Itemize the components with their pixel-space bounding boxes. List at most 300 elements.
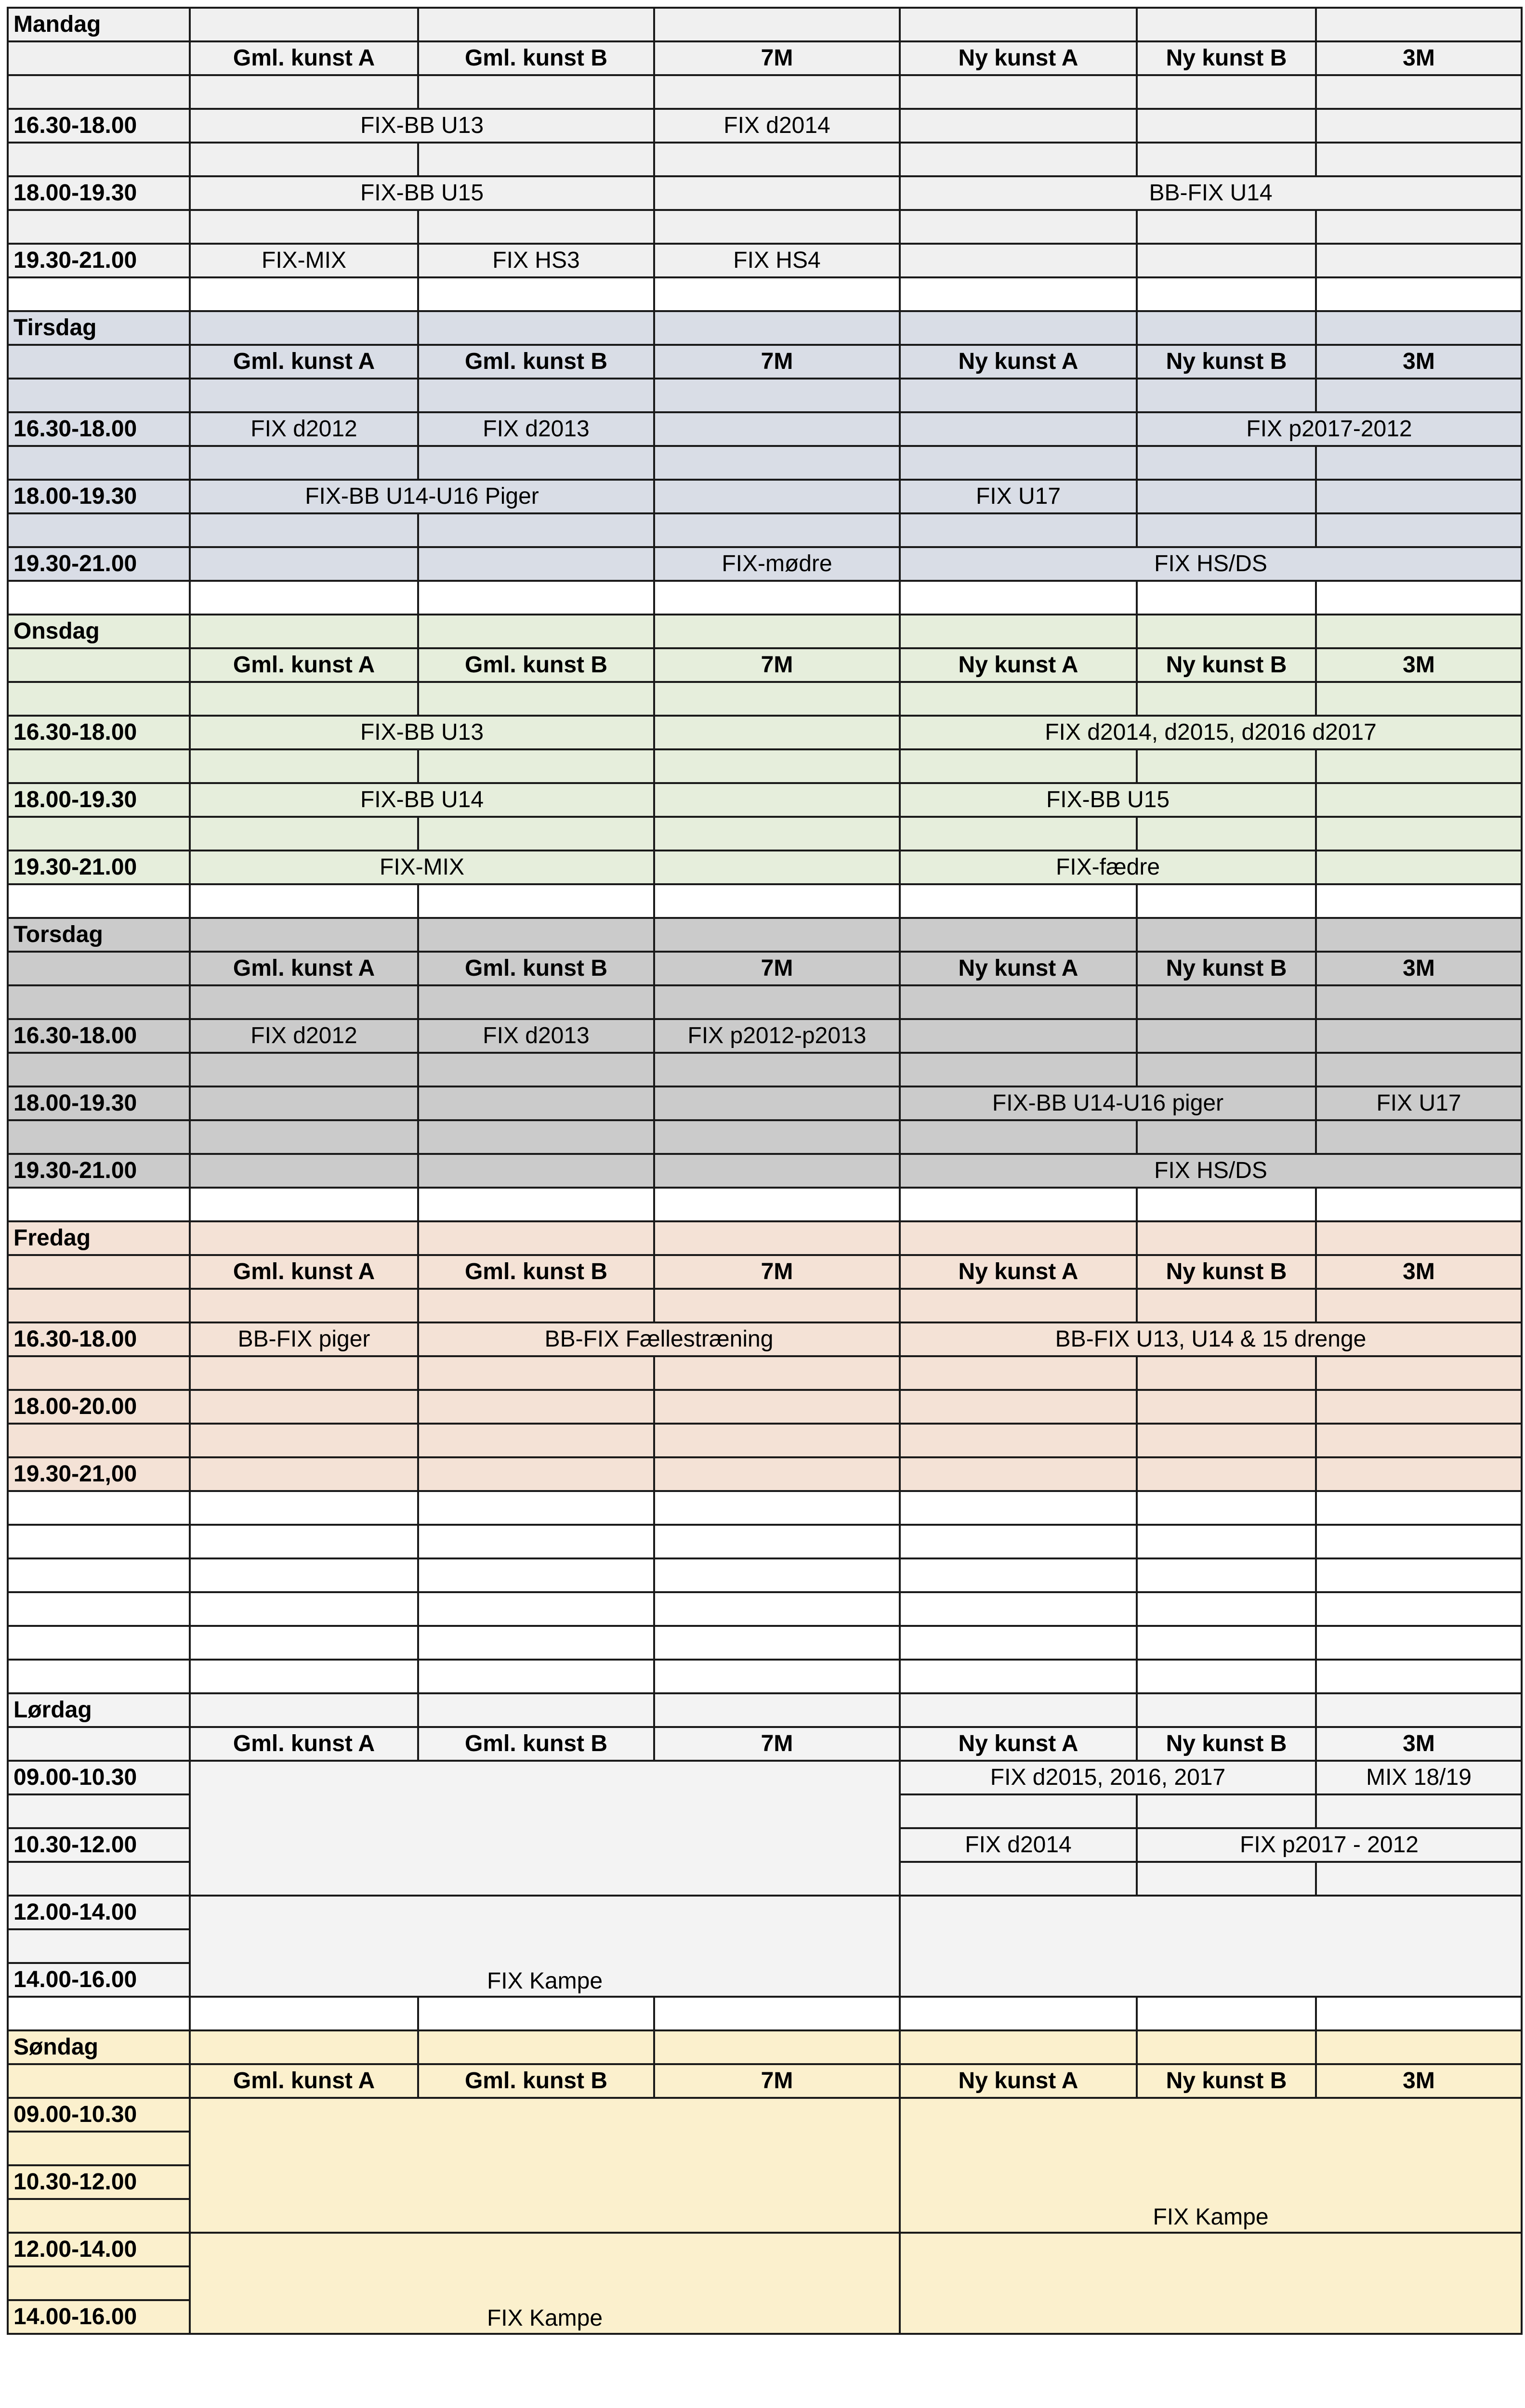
schedule-cell[interactable]: [190, 1188, 418, 1221]
schedule-cell[interactable]: [1316, 817, 1522, 851]
row-label-cell[interactable]: [8, 2266, 190, 2300]
schedule-cell[interactable]: [1137, 985, 1316, 1019]
schedule-cell[interactable]: [418, 311, 654, 345]
schedule-cell[interactable]: FIX d2012: [190, 412, 418, 446]
schedule-cell[interactable]: [1316, 615, 1522, 648]
schedule-cell[interactable]: Gml. kunst A: [190, 648, 418, 682]
schedule-cell[interactable]: FIX-BB U13: [190, 716, 654, 749]
schedule-cell[interactable]: [418, 749, 654, 783]
schedule-cell[interactable]: [900, 8, 1137, 41]
schedule-cell[interactable]: [1137, 2030, 1316, 2064]
schedule-cell[interactable]: [1137, 817, 1316, 851]
row-label-cell[interactable]: [8, 581, 190, 615]
schedule-cell[interactable]: [190, 749, 418, 783]
schedule-cell[interactable]: FIX-MIX: [190, 244, 418, 277]
schedule-cell[interactable]: [1316, 1794, 1522, 1828]
schedule-cell[interactable]: 7M: [654, 41, 900, 75]
schedule-cell[interactable]: [190, 2030, 418, 2064]
schedule-cell[interactable]: [190, 1761, 900, 1896]
schedule-cell[interactable]: [1316, 1558, 1522, 1592]
schedule-cell[interactable]: [900, 1188, 1137, 1221]
schedule-cell[interactable]: [900, 749, 1137, 783]
schedule-cell[interactable]: [654, 1525, 900, 1558]
row-label-cell[interactable]: [8, 648, 190, 682]
row-label-cell[interactable]: 16.30-18.00: [8, 1322, 190, 1356]
schedule-cell[interactable]: [418, 75, 654, 109]
schedule-cell[interactable]: [190, 1154, 418, 1188]
schedule-cell[interactable]: [900, 1424, 1137, 1457]
schedule-cell[interactable]: [1137, 480, 1316, 513]
schedule-cell[interactable]: [1316, 749, 1522, 783]
schedule-cell[interactable]: [654, 1558, 900, 1592]
schedule-cell[interactable]: [418, 1424, 654, 1457]
schedule-cell[interactable]: Gml. kunst A: [190, 1727, 418, 1761]
schedule-cell[interactable]: [1316, 1390, 1522, 1424]
row-label-cell[interactable]: 18.00-19.30: [8, 480, 190, 513]
schedule-cell[interactable]: [1316, 1356, 1522, 1390]
schedule-cell[interactable]: [900, 143, 1137, 176]
schedule-cell[interactable]: [654, 480, 900, 513]
schedule-cell[interactable]: [900, 1120, 1137, 1154]
schedule-cell[interactable]: [900, 1390, 1137, 1424]
schedule-cell[interactable]: [900, 1491, 1137, 1525]
row-label-cell[interactable]: [8, 985, 190, 1019]
schedule-cell[interactable]: [418, 1626, 654, 1660]
schedule-cell[interactable]: [1316, 918, 1522, 952]
schedule-cell[interactable]: [190, 985, 418, 1019]
schedule-cell[interactable]: [900, 210, 1137, 244]
row-label-cell[interactable]: Søndag: [8, 2030, 190, 2064]
row-label-cell[interactable]: 14.00-16.00: [8, 2300, 190, 2334]
schedule-cell[interactable]: [190, 143, 418, 176]
schedule-cell[interactable]: [190, 8, 418, 41]
schedule-cell[interactable]: [1316, 682, 1522, 716]
row-label-cell[interactable]: [8, 1356, 190, 1390]
schedule-cell[interactable]: [654, 817, 900, 851]
schedule-cell[interactable]: [190, 1558, 418, 1592]
schedule-cell[interactable]: [190, 277, 418, 311]
row-label-cell[interactable]: 14.00-16.00: [8, 1963, 190, 1997]
schedule-cell[interactable]: BB-FIX U14: [900, 176, 1522, 210]
schedule-cell[interactable]: [900, 513, 1137, 547]
schedule-cell[interactable]: [190, 1221, 418, 1255]
schedule-cell[interactable]: [654, 2030, 900, 2064]
schedule-cell[interactable]: [654, 1660, 900, 1693]
schedule-cell[interactable]: [1316, 143, 1522, 176]
schedule-cell[interactable]: [1316, 2030, 1522, 2064]
schedule-cell[interactable]: [1137, 1626, 1316, 1660]
row-label-cell[interactable]: 09.00-10.30: [8, 1761, 190, 1794]
schedule-cell[interactable]: [1316, 1660, 1522, 1693]
schedule-cell[interactable]: FIX d2014, d2015, d2016 d2017: [900, 716, 1522, 749]
schedule-cell[interactable]: [190, 1660, 418, 1693]
schedule-cell[interactable]: [418, 581, 654, 615]
row-label-cell[interactable]: [8, 1525, 190, 1558]
schedule-cell[interactable]: [654, 1457, 900, 1491]
schedule-cell[interactable]: [1316, 109, 1522, 143]
schedule-cell[interactable]: [1316, 244, 1522, 277]
row-label-cell[interactable]: [8, 1660, 190, 1693]
schedule-cell[interactable]: [418, 682, 654, 716]
schedule-cell[interactable]: [418, 985, 654, 1019]
schedule-cell[interactable]: [1137, 918, 1316, 952]
row-label-cell[interactable]: 19.30-21.00: [8, 547, 190, 581]
schedule-cell[interactable]: [900, 1356, 1137, 1390]
schedule-cell[interactable]: [190, 210, 418, 244]
schedule-cell[interactable]: [190, 513, 418, 547]
schedule-cell[interactable]: [900, 244, 1137, 277]
row-label-cell[interactable]: [8, 1120, 190, 1154]
schedule-cell[interactable]: FIX-BB U14: [190, 783, 654, 817]
schedule-cell[interactable]: [190, 682, 418, 716]
schedule-cell[interactable]: [1137, 1525, 1316, 1558]
schedule-cell[interactable]: [1316, 1457, 1522, 1491]
schedule-cell[interactable]: FIX U17: [1316, 1086, 1522, 1120]
schedule-cell[interactable]: [418, 143, 654, 176]
schedule-cell[interactable]: [654, 1086, 900, 1120]
schedule-cell[interactable]: [1316, 446, 1522, 480]
row-label-cell[interactable]: [8, 2064, 190, 2098]
schedule-cell[interactable]: [1137, 1592, 1316, 1626]
schedule-cell[interactable]: 3M: [1316, 41, 1522, 75]
row-label-cell[interactable]: [8, 1592, 190, 1626]
schedule-cell[interactable]: [418, 1997, 654, 2030]
schedule-cell[interactable]: [1137, 446, 1316, 480]
row-label-cell[interactable]: [8, 345, 190, 379]
row-label-cell[interactable]: [8, 143, 190, 176]
schedule-cell[interactable]: [418, 210, 654, 244]
schedule-cell[interactable]: FIX Kampe: [190, 1896, 900, 1997]
schedule-cell[interactable]: FIX p2017 - 2012: [1137, 1828, 1522, 1862]
schedule-cell[interactable]: FIX-BB U14-U16 piger: [900, 1086, 1316, 1120]
schedule-cell[interactable]: [418, 1188, 654, 1221]
schedule-cell[interactable]: [654, 783, 900, 817]
row-label-cell[interactable]: [8, 1053, 190, 1086]
schedule-cell[interactable]: [1137, 513, 1316, 547]
schedule-cell[interactable]: BB-FIX U13, U14 & 15 drenge: [900, 1322, 1522, 1356]
schedule-cell[interactable]: [190, 1356, 418, 1390]
schedule-cell[interactable]: Gml. kunst A: [190, 1255, 418, 1289]
row-label-cell[interactable]: 19.30-21.00: [8, 244, 190, 277]
schedule-cell[interactable]: BB-FIX Fællestræning: [418, 1322, 900, 1356]
schedule-cell[interactable]: Gml. kunst B: [418, 345, 654, 379]
schedule-cell[interactable]: [190, 1491, 418, 1525]
schedule-cell[interactable]: [900, 1626, 1137, 1660]
schedule-cell[interactable]: [900, 446, 1137, 480]
row-label-cell[interactable]: 18.00-19.30: [8, 1086, 190, 1120]
row-label-cell[interactable]: [8, 682, 190, 716]
schedule-cell[interactable]: Ny kunst A: [900, 1255, 1137, 1289]
schedule-cell[interactable]: [418, 1154, 654, 1188]
schedule-cell[interactable]: FIX-mødre: [654, 547, 900, 581]
schedule-cell[interactable]: [654, 311, 900, 345]
schedule-cell[interactable]: [1137, 615, 1316, 648]
row-label-cell[interactable]: 18.00-19.30: [8, 783, 190, 817]
schedule-cell[interactable]: [654, 884, 900, 918]
schedule-cell[interactable]: [1316, 1525, 1522, 1558]
row-label-cell[interactable]: 10.30-12.00: [8, 2165, 190, 2199]
schedule-cell[interactable]: [654, 1289, 900, 1322]
schedule-cell[interactable]: [418, 1592, 654, 1626]
row-label-cell[interactable]: 18.00-19.30: [8, 176, 190, 210]
schedule-cell[interactable]: [654, 918, 900, 952]
schedule-cell[interactable]: [1137, 277, 1316, 311]
schedule-cell[interactable]: [654, 412, 900, 446]
schedule-cell[interactable]: [1137, 1862, 1316, 1896]
schedule-cell[interactable]: [654, 143, 900, 176]
schedule-cell[interactable]: [1316, 1491, 1522, 1525]
schedule-cell[interactable]: [418, 2030, 654, 2064]
schedule-cell[interactable]: [654, 851, 900, 884]
row-label-cell[interactable]: [8, 1424, 190, 1457]
schedule-cell[interactable]: [190, 1626, 418, 1660]
schedule-cell[interactable]: [900, 985, 1137, 1019]
schedule-cell[interactable]: [1316, 884, 1522, 918]
schedule-cell[interactable]: 7M: [654, 2064, 900, 2098]
schedule-cell[interactable]: [1137, 244, 1316, 277]
schedule-cell[interactable]: 7M: [654, 1255, 900, 1289]
schedule-cell[interactable]: [900, 1525, 1137, 1558]
schedule-cell[interactable]: Ny kunst A: [900, 2064, 1137, 2098]
row-label-cell[interactable]: 10.30-12.00: [8, 1828, 190, 1862]
row-label-cell[interactable]: 16.30-18.00: [8, 1019, 190, 1053]
row-label-cell[interactable]: Lørdag: [8, 1693, 190, 1727]
schedule-cell[interactable]: [418, 1053, 654, 1086]
schedule-cell[interactable]: [1316, 1997, 1522, 2030]
schedule-cell[interactable]: [654, 1188, 900, 1221]
schedule-cell[interactable]: [190, 581, 418, 615]
schedule-cell[interactable]: [1137, 379, 1316, 412]
schedule-cell[interactable]: [418, 1289, 654, 1322]
schedule-cell[interactable]: [900, 1660, 1137, 1693]
schedule-cell[interactable]: [190, 1390, 418, 1424]
schedule-cell[interactable]: [654, 1592, 900, 1626]
schedule-cell[interactable]: FIX d2015, 2016, 2017: [900, 1761, 1316, 1794]
schedule-cell[interactable]: [1137, 109, 1316, 143]
schedule-cell[interactable]: [1137, 311, 1316, 345]
schedule-cell[interactable]: Gml. kunst B: [418, 1255, 654, 1289]
schedule-cell[interactable]: [900, 581, 1137, 615]
schedule-cell[interactable]: Ny kunst B: [1137, 952, 1316, 985]
schedule-cell[interactable]: FIX HS/DS: [900, 1154, 1522, 1188]
schedule-cell[interactable]: [190, 817, 418, 851]
schedule-cell[interactable]: [654, 581, 900, 615]
schedule-cell[interactable]: [418, 446, 654, 480]
schedule-cell[interactable]: Ny kunst A: [900, 1727, 1137, 1761]
schedule-cell[interactable]: [654, 716, 900, 749]
row-label-cell[interactable]: [8, 379, 190, 412]
schedule-cell[interactable]: [1137, 1188, 1316, 1221]
schedule-cell[interactable]: [1316, 311, 1522, 345]
row-label-cell[interactable]: [8, 749, 190, 783]
row-label-cell[interactable]: [8, 1491, 190, 1525]
schedule-cell[interactable]: [900, 1289, 1137, 1322]
schedule-cell[interactable]: [654, 615, 900, 648]
schedule-cell[interactable]: [1316, 985, 1522, 1019]
row-label-cell[interactable]: Fredag: [8, 1221, 190, 1255]
schedule-cell[interactable]: [190, 1693, 418, 1727]
row-label-cell[interactable]: 12.00-14.00: [8, 2233, 190, 2266]
schedule-cell[interactable]: [418, 8, 654, 41]
schedule-cell[interactable]: FIX-BB U14-U16 Piger: [190, 480, 654, 513]
row-label-cell[interactable]: [8, 884, 190, 918]
schedule-cell[interactable]: [190, 1086, 418, 1120]
schedule-cell[interactable]: [190, 547, 418, 581]
row-label-cell[interactable]: [8, 277, 190, 311]
schedule-cell[interactable]: [654, 1693, 900, 1727]
row-label-cell[interactable]: [8, 1727, 190, 1761]
schedule-cell[interactable]: [418, 1356, 654, 1390]
schedule-cell[interactable]: [190, 1525, 418, 1558]
schedule-cell[interactable]: [418, 1221, 654, 1255]
schedule-cell[interactable]: [654, 1626, 900, 1660]
schedule-cell[interactable]: [418, 1693, 654, 1727]
schedule-cell[interactable]: [418, 884, 654, 918]
schedule-cell[interactable]: [654, 446, 900, 480]
schedule-cell[interactable]: [418, 1525, 654, 1558]
schedule-cell[interactable]: [654, 1053, 900, 1086]
schedule-cell[interactable]: [418, 1660, 654, 1693]
schedule-cell[interactable]: [1316, 277, 1522, 311]
row-label-cell[interactable]: [8, 1558, 190, 1592]
schedule-cell[interactable]: [1137, 1019, 1316, 1053]
schedule-cell[interactable]: [1316, 8, 1522, 41]
schedule-cell[interactable]: [1137, 1424, 1316, 1457]
schedule-cell[interactable]: [1316, 379, 1522, 412]
schedule-cell[interactable]: FIX HS/DS: [900, 547, 1522, 581]
schedule-cell[interactable]: [1316, 1693, 1522, 1727]
schedule-cell[interactable]: [654, 1390, 900, 1424]
schedule-cell[interactable]: FIX-MIX: [190, 851, 654, 884]
row-label-cell[interactable]: [8, 75, 190, 109]
schedule-cell[interactable]: [900, 918, 1137, 952]
schedule-cell[interactable]: [1316, 480, 1522, 513]
schedule-cell[interactable]: [1137, 1491, 1316, 1525]
schedule-cell[interactable]: FIX d2014: [900, 1828, 1137, 1862]
schedule-cell[interactable]: [1316, 1120, 1522, 1154]
schedule-cell[interactable]: Ny kunst A: [900, 345, 1137, 379]
row-label-cell[interactable]: [8, 41, 190, 75]
schedule-cell[interactable]: FIX d2012: [190, 1019, 418, 1053]
schedule-cell[interactable]: [1316, 75, 1522, 109]
schedule-cell[interactable]: [654, 1221, 900, 1255]
schedule-cell[interactable]: [190, 446, 418, 480]
schedule-cell[interactable]: [190, 884, 418, 918]
schedule-cell[interactable]: [1316, 851, 1522, 884]
row-label-cell[interactable]: [8, 2199, 190, 2233]
schedule-cell[interactable]: FIX Kampe: [900, 2098, 1522, 2233]
schedule-cell[interactable]: [654, 985, 900, 1019]
schedule-cell[interactable]: FIX HS4: [654, 244, 900, 277]
schedule-cell[interactable]: [190, 1997, 418, 2030]
row-label-cell[interactable]: [8, 817, 190, 851]
schedule-cell[interactable]: [1137, 682, 1316, 716]
row-label-cell[interactable]: 18.00-20.00: [8, 1390, 190, 1424]
schedule-cell[interactable]: [654, 379, 900, 412]
schedule-cell[interactable]: [1137, 1221, 1316, 1255]
schedule-cell[interactable]: BB-FIX piger: [190, 1322, 418, 1356]
schedule-cell[interactable]: Gml. kunst B: [418, 648, 654, 682]
schedule-cell[interactable]: [418, 817, 654, 851]
schedule-cell[interactable]: [1316, 1289, 1522, 1322]
schedule-cell[interactable]: [1137, 210, 1316, 244]
schedule-cell[interactable]: [1137, 75, 1316, 109]
schedule-cell[interactable]: [190, 2098, 900, 2233]
schedule-cell[interactable]: [900, 1794, 1137, 1828]
schedule-cell[interactable]: [418, 1390, 654, 1424]
row-label-cell[interactable]: 19.30-21.00: [8, 1154, 190, 1188]
schedule-cell[interactable]: [190, 1424, 418, 1457]
schedule-cell[interactable]: [654, 176, 900, 210]
schedule-cell[interactable]: [654, 1356, 900, 1390]
schedule-cell[interactable]: [654, 682, 900, 716]
row-label-cell[interactable]: [8, 210, 190, 244]
schedule-cell[interactable]: [1137, 1289, 1316, 1322]
schedule-cell[interactable]: Ny kunst B: [1137, 345, 1316, 379]
schedule-cell[interactable]: 3M: [1316, 952, 1522, 985]
schedule-cell[interactable]: [900, 1019, 1137, 1053]
row-label-cell[interactable]: Tirsdag: [8, 311, 190, 345]
schedule-cell[interactable]: Gml. kunst B: [418, 952, 654, 985]
schedule-cell[interactable]: [190, 1592, 418, 1626]
schedule-cell[interactable]: Ny kunst B: [1137, 1727, 1316, 1761]
row-label-cell[interactable]: 16.30-18.00: [8, 109, 190, 143]
schedule-cell[interactable]: [654, 8, 900, 41]
schedule-cell[interactable]: FIX Kampe: [190, 2233, 900, 2334]
schedule-cell[interactable]: [900, 109, 1137, 143]
schedule-cell[interactable]: FIX-BB U15: [190, 176, 654, 210]
row-label-cell[interactable]: [8, 1255, 190, 1289]
schedule-cell[interactable]: [418, 547, 654, 581]
schedule-cell[interactable]: 3M: [1316, 1727, 1522, 1761]
schedule-cell[interactable]: [418, 1558, 654, 1592]
row-label-cell[interactable]: [8, 1997, 190, 2030]
row-label-cell[interactable]: [8, 1626, 190, 1660]
schedule-cell[interactable]: Gml. kunst A: [190, 952, 418, 985]
row-label-cell[interactable]: [8, 1862, 190, 1896]
schedule-cell[interactable]: [1316, 1862, 1522, 1896]
schedule-cell[interactable]: [654, 75, 900, 109]
schedule-cell[interactable]: Ny kunst A: [900, 952, 1137, 985]
schedule-cell[interactable]: [1137, 1558, 1316, 1592]
row-label-cell[interactable]: 09.00-10.30: [8, 2098, 190, 2132]
schedule-cell[interactable]: Ny kunst A: [900, 648, 1137, 682]
schedule-cell[interactable]: [900, 311, 1137, 345]
schedule-cell[interactable]: FIX p2012-p2013: [654, 1019, 900, 1053]
row-label-cell[interactable]: [8, 513, 190, 547]
schedule-cell[interactable]: [900, 1053, 1137, 1086]
schedule-cell[interactable]: [900, 2030, 1137, 2064]
schedule-cell[interactable]: [900, 1862, 1137, 1896]
row-label-cell[interactable]: [8, 1289, 190, 1322]
schedule-cell[interactable]: Gml. kunst A: [190, 41, 418, 75]
schedule-cell[interactable]: [190, 1053, 418, 1086]
schedule-cell[interactable]: [1137, 1390, 1316, 1424]
row-label-cell[interactable]: 19.30-21.00: [8, 851, 190, 884]
schedule-cell[interactable]: [900, 412, 1137, 446]
schedule-cell[interactable]: [1316, 1221, 1522, 1255]
schedule-cell[interactable]: [1137, 1120, 1316, 1154]
schedule-cell[interactable]: Gml. kunst A: [190, 345, 418, 379]
schedule-cell[interactable]: Gml. kunst B: [418, 41, 654, 75]
schedule-cell[interactable]: [1316, 1019, 1522, 1053]
schedule-cell[interactable]: [900, 1693, 1137, 1727]
schedule-cell[interactable]: [1316, 210, 1522, 244]
schedule-cell[interactable]: [418, 918, 654, 952]
schedule-cell[interactable]: [1137, 1356, 1316, 1390]
schedule-cell[interactable]: [900, 682, 1137, 716]
schedule-cell[interactable]: [1137, 1053, 1316, 1086]
